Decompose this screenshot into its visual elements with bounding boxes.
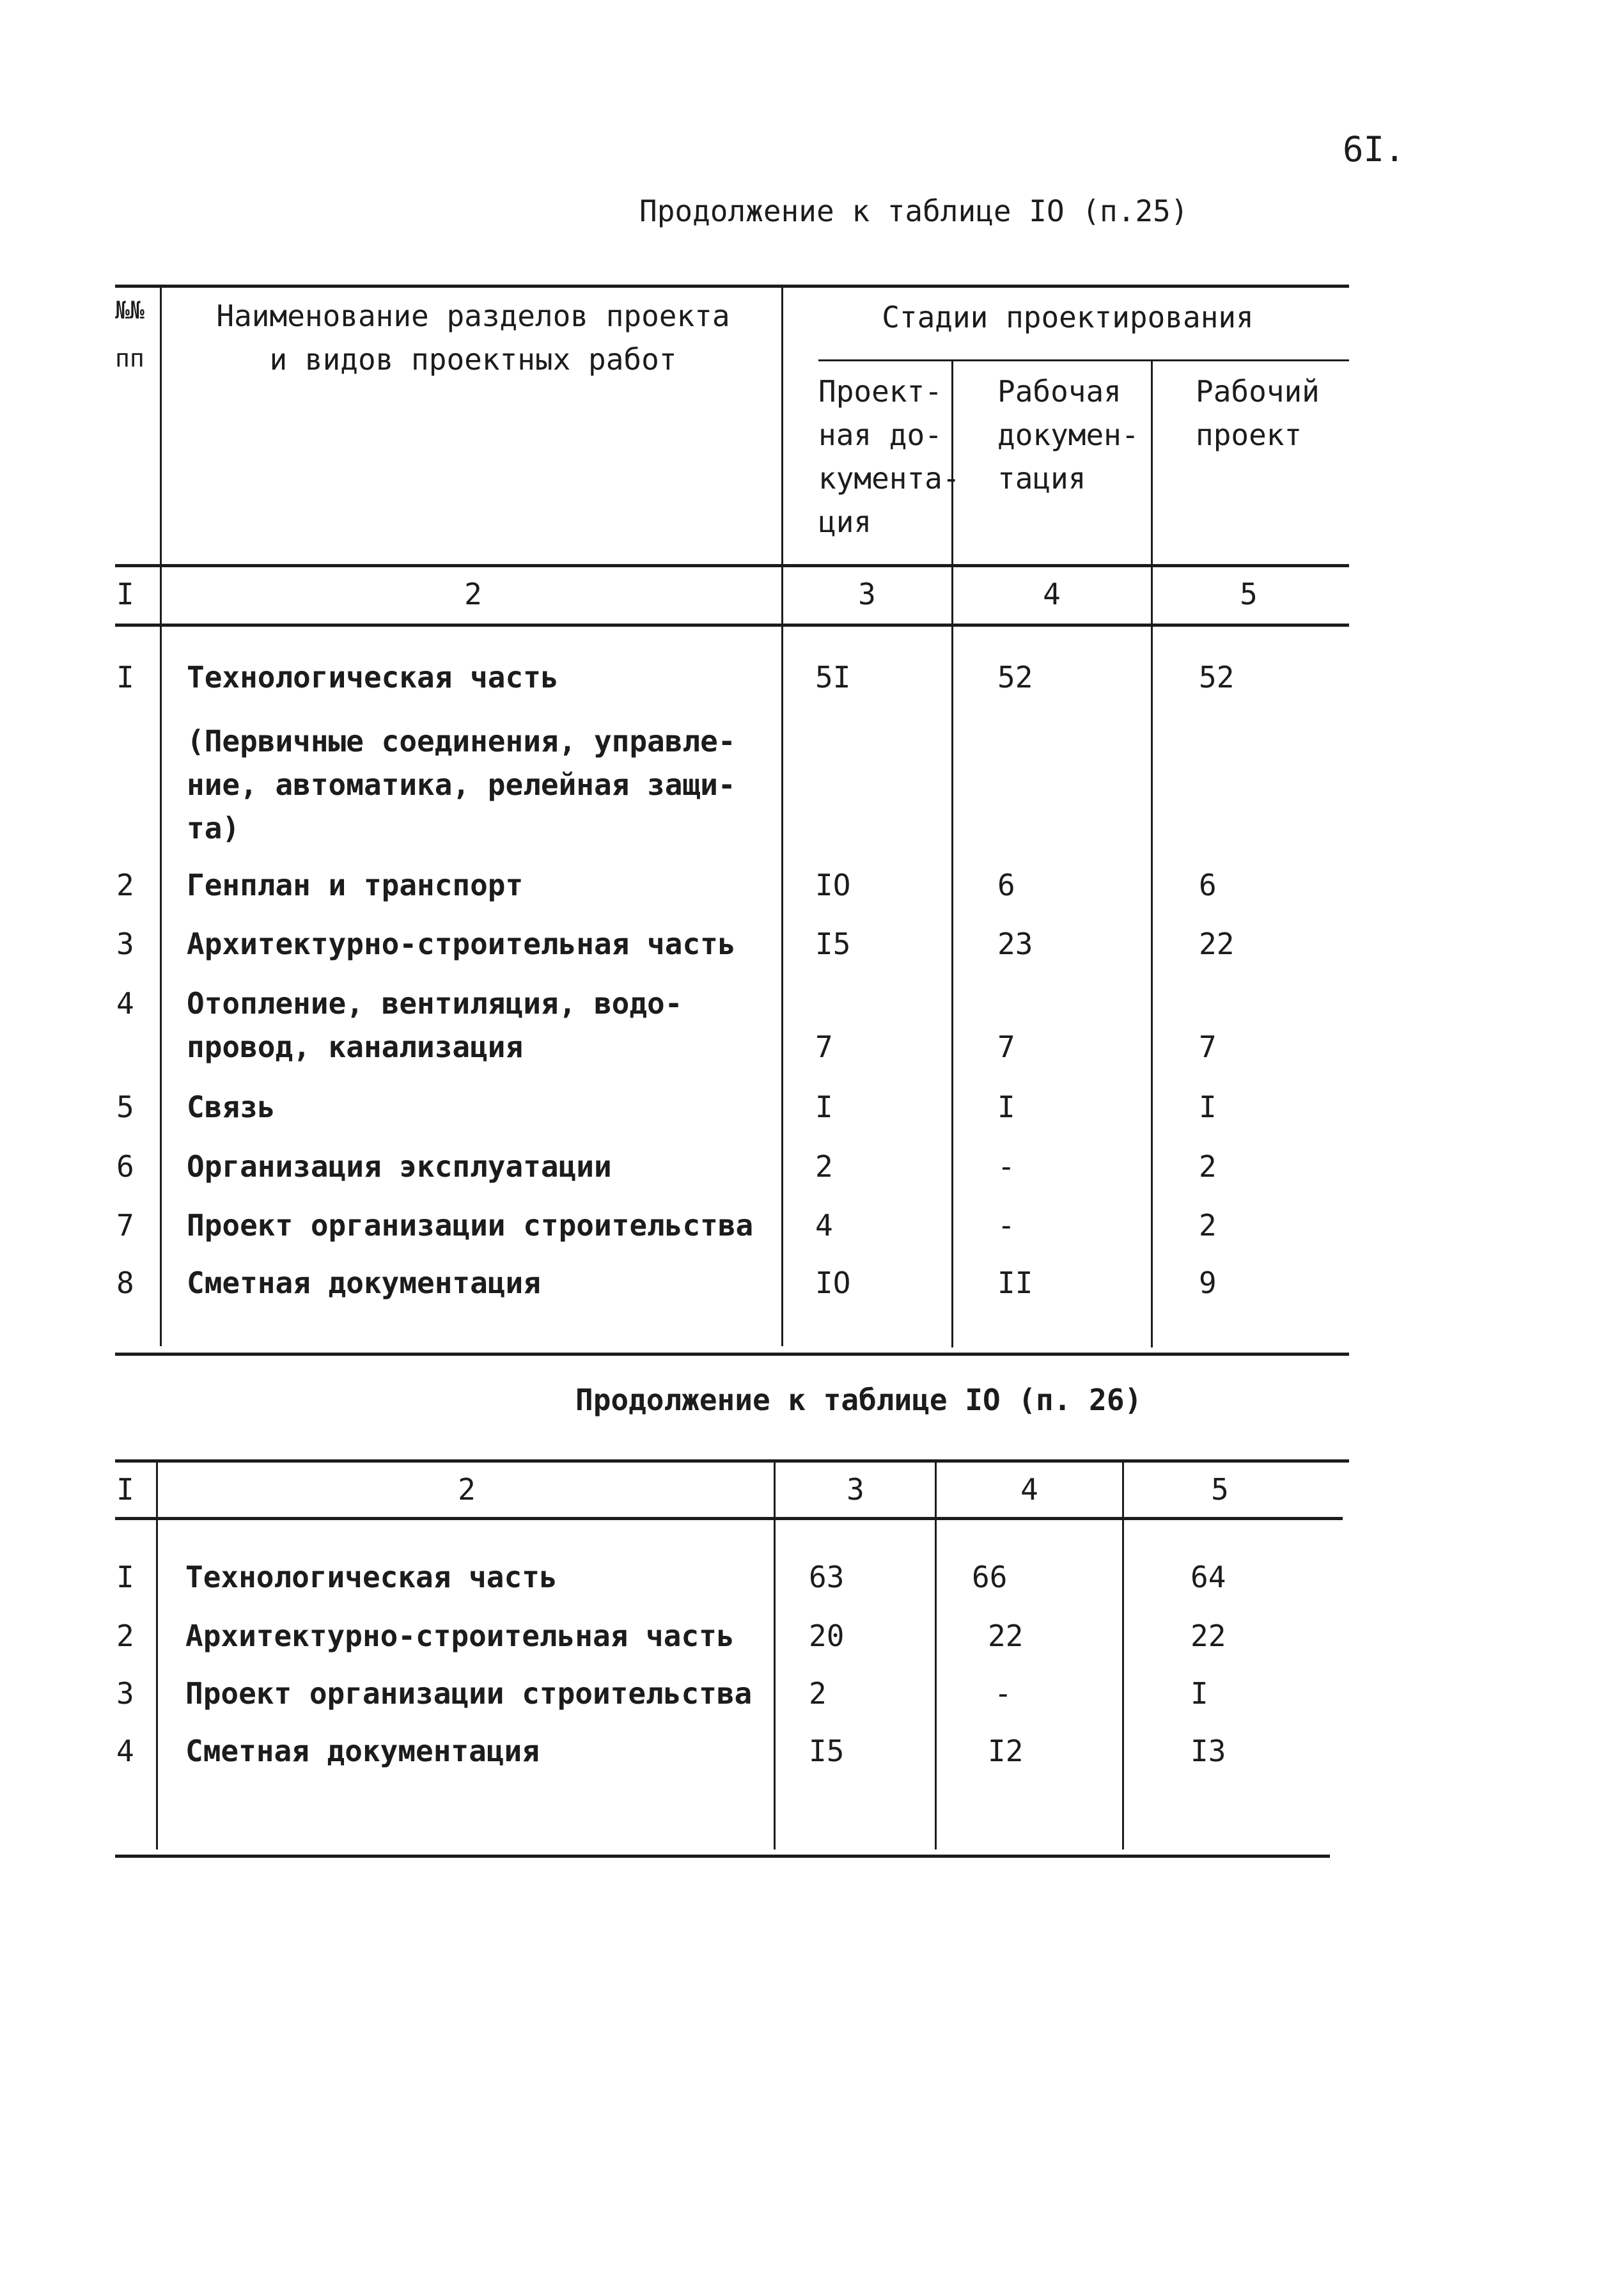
table1-name-header-1: Наименование разделов проекта: [216, 299, 730, 333]
table2-caption: Продолжение к таблице IO (п. 26): [575, 1383, 1143, 1417]
table-row-c3: I5: [809, 1734, 845, 1768]
table1-colnum-1: I: [116, 577, 134, 611]
table-row-c5: 22: [1191, 1619, 1226, 1653]
table-row-note-1: (Первичные соединения, управле-: [187, 724, 736, 758]
table2-vline-3: [935, 1459, 937, 1849]
table-row-num: 2: [116, 1619, 134, 1653]
table1-colnum-4: 4: [1043, 577, 1061, 611]
table1-stages-header: Стадии проектирования: [882, 300, 1254, 334]
table-row-name-2: провод, канализация: [187, 1030, 524, 1064]
table-row-c4: -: [997, 1208, 1015, 1243]
table-row-note-3: та): [187, 811, 240, 845]
table-row-c3: 20: [809, 1619, 845, 1653]
table1-col4-header-3: тация: [997, 461, 1086, 496]
table1-col3-header-1: Проект-: [818, 374, 942, 409]
table1-col3-header-4: ция: [818, 505, 872, 539]
table-row-c3: IO: [815, 1266, 851, 1300]
table-row-c4: I2: [988, 1734, 1024, 1768]
table-row-c3: 5I: [815, 660, 851, 695]
table-row-name: Проект организации строительства: [185, 1676, 753, 1711]
table-row-name: Генплан и транспорт: [187, 868, 524, 902]
table-row-name: Архитектурно-строительная часть: [185, 1619, 735, 1653]
table-row-name: Архитектурно-строительная часть: [187, 927, 736, 961]
table-row-c5: 2: [1199, 1149, 1217, 1184]
table1-col5-header-2: проект: [1196, 418, 1302, 452]
table-row-c4: II: [997, 1266, 1033, 1300]
table-row-num: 4: [116, 986, 134, 1021]
table-row-num: 4: [116, 1734, 134, 1768]
table-row-c4: 66: [972, 1560, 1008, 1594]
table1-name-header-2: и видов проектных работ: [269, 342, 677, 377]
table2-vline-1: [156, 1459, 158, 1849]
table1-col5-header-1: Рабочий: [1196, 374, 1320, 409]
table-row-c3: 63: [809, 1560, 845, 1594]
table-row-note-2: ние, автоматика, релейная защи-: [187, 767, 736, 802]
table-row-c4: -: [994, 1676, 1012, 1711]
table1-num-header-1: №№: [115, 296, 144, 324]
table-row-name-1: Отопление, вентиляция, водо-: [187, 986, 683, 1021]
table-row-num: 5: [116, 1090, 134, 1124]
table-row-c5: 52: [1199, 660, 1235, 695]
table1-num-header-2: пп: [115, 344, 144, 372]
table1-col3-header-2: ная до-: [818, 418, 942, 452]
table2-colnum-1: I: [116, 1472, 134, 1507]
table2-vline-4: [1122, 1459, 1124, 1849]
table2-colnum-2: 2: [458, 1472, 476, 1507]
table-row-c4: 52: [997, 660, 1033, 695]
table-row-name: Сметная документация: [187, 1266, 541, 1300]
table-row-c5: I: [1199, 1090, 1217, 1124]
table1-colnum-5: 5: [1240, 577, 1258, 611]
table-row-c3: 2: [815, 1149, 833, 1184]
table2-colnum-5: 5: [1211, 1472, 1229, 1507]
table-row-num: 7: [116, 1208, 134, 1243]
table2-colnum-4: 4: [1020, 1472, 1038, 1507]
table-row-c5: I3: [1191, 1734, 1226, 1768]
table-row-c4: 22: [988, 1619, 1024, 1653]
table-row-num: 6: [116, 1149, 134, 1184]
table1-col3-header-3: кумента-: [818, 461, 960, 496]
table-row-c5: I: [1191, 1676, 1208, 1711]
table-row-name: Проект организации строительства: [187, 1208, 754, 1243]
table-row-c5: 9: [1199, 1266, 1217, 1300]
table-row-c5: 64: [1191, 1560, 1226, 1594]
table-row-num: 8: [116, 1266, 134, 1300]
table-row-c3: I5: [815, 927, 851, 961]
table-row-name: Связь: [187, 1090, 276, 1124]
table2-colnum-rule: [115, 1517, 1343, 1520]
table-row-num: I: [116, 660, 134, 695]
table-row-num: 3: [116, 927, 134, 961]
table-row-c3: IO: [815, 868, 851, 902]
table-row-num: 2: [116, 868, 134, 902]
table1-colnum-3: 3: [858, 577, 876, 611]
table-row-c4: 6: [997, 868, 1015, 902]
table2-colnum-3: 3: [847, 1472, 864, 1507]
table-row-c3: 4: [815, 1208, 833, 1243]
table1-col4-header-1: Рабочая: [997, 374, 1121, 409]
table-row-c4: 7: [997, 1030, 1015, 1064]
table-row-name: Технологическая часть: [185, 1560, 558, 1594]
table2-top-rule: [115, 1459, 1349, 1463]
table1-colnum-2: 2: [464, 577, 482, 611]
table-row-c5: 22: [1199, 927, 1235, 961]
table-row-c3: 7: [815, 1030, 833, 1064]
table-row-c3: I: [815, 1090, 833, 1124]
table1-col4-header-2: докумен-: [997, 418, 1139, 452]
table-row-name: Организация эксплуатации: [187, 1149, 612, 1184]
table2-vline-2: [774, 1459, 776, 1849]
table-row-c5: 6: [1199, 868, 1217, 902]
table-row-c4: 23: [997, 927, 1033, 961]
table-row-num: 3: [116, 1676, 134, 1711]
table-row-name: Сметная документация: [185, 1734, 540, 1768]
table-row-num: I: [116, 1560, 134, 1594]
table1-caption: Продолжение к таблице IO (п.25): [639, 194, 1189, 228]
table-row-name: Технологическая часть: [187, 660, 559, 695]
table2-bottom-rule: [115, 1855, 1330, 1858]
table-row-c3: 2: [809, 1676, 827, 1711]
table-row-c5: 7: [1199, 1030, 1217, 1064]
table-row-c4: I: [997, 1090, 1015, 1124]
table-row-c5: 2: [1199, 1208, 1217, 1243]
table-row-c4: -: [997, 1149, 1015, 1184]
page-number: 6I.: [1343, 129, 1405, 169]
